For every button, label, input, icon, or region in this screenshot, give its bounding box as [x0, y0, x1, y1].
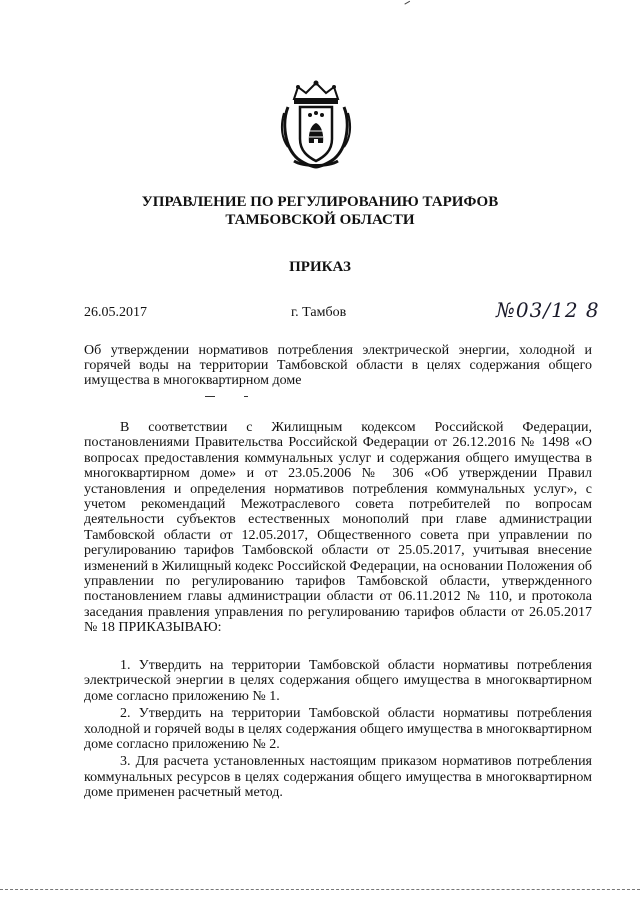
order-item: 1. Утвердить на территории Тамбовской области нормативы потребления электрической энергии в целях содержания общего имущества в многоквартирном доме согласно приложению № 1.: [84, 658, 592, 704]
document-body: [84, 420, 592, 636]
preamble-paragraph: В соответствии с Жилищным кодексом Российской Федерации, постановлениями Правительства Российской Федерации от 26.12.2016 № 1498 «О вопросах предоставления коммунальных услуг и содержания общего имущества в многоквартирном доме» и от 23.05.2006 № 306 «Об утверждении Правил установления и определения нормативов потребления коммунальных услуг», с учетом рекомендаций Межотраслевого совета потребителей по вопросам деятельности субъектов естественных монополий при главе администрации Тамбовской области от 12.05.2017, Общественного совета при управлении по регулированию тарифов Тамбовской области от 25.05.2017, учитывая внесение изменений в Жилищный кодекс Российской Федерации, на основании Положения об управлении по регулированию тарифов Тамбовской области, утвержденного постановлением главы администрации области от 06.11.2012 № 110, и протокола заседания правления управления по регулированию тарифов области от 26.05.2017 № 18 ПРИКАЗЫВАЮ:: [84, 420, 592, 636]
document-subject: Об утверждении нормативов потребления электрической энергии, холодной и горячей воды на территории Тамбовской области в целях содержания общего имущества в многоквартирном доме: [84, 343, 592, 388]
document-type-title: ПРИКАЗ: [289, 259, 351, 275]
order-items: [84, 658, 592, 803]
document-city: г. Тамбов: [291, 305, 347, 320]
organization-name-line2: ТАМБОВСКОЙ ОБЛАСТИ: [225, 212, 415, 228]
scan-mark: [404, 1, 411, 7]
scan-dot-mark: [244, 396, 248, 397]
coat-of-arms-icon: [280, 77, 352, 169]
page-bottom-edge: [0, 889, 640, 890]
organization-name-line1: УПРАВЛЕНИЕ ПО РЕГУЛИРОВАНИЮ ТАРИФОВ: [141, 194, 499, 210]
order-item: 3. Для расчета установленных настоящим приказом нормативов потребления коммунальных ресурсов в целях содержания общего имущества в многоквартирном доме применен расчетный метод.: [84, 754, 592, 801]
scan-dash-mark: [205, 396, 215, 397]
order-item: 2. Утвердить на территории Тамбовской области нормативы потребления холодной и горячей воды в целях содержания общего имущества в многоквартирном доме согласно приложению № 2.: [84, 706, 592, 753]
document-date: 26.05.2017: [84, 305, 147, 320]
document-number: №03/12 8: [496, 298, 600, 322]
